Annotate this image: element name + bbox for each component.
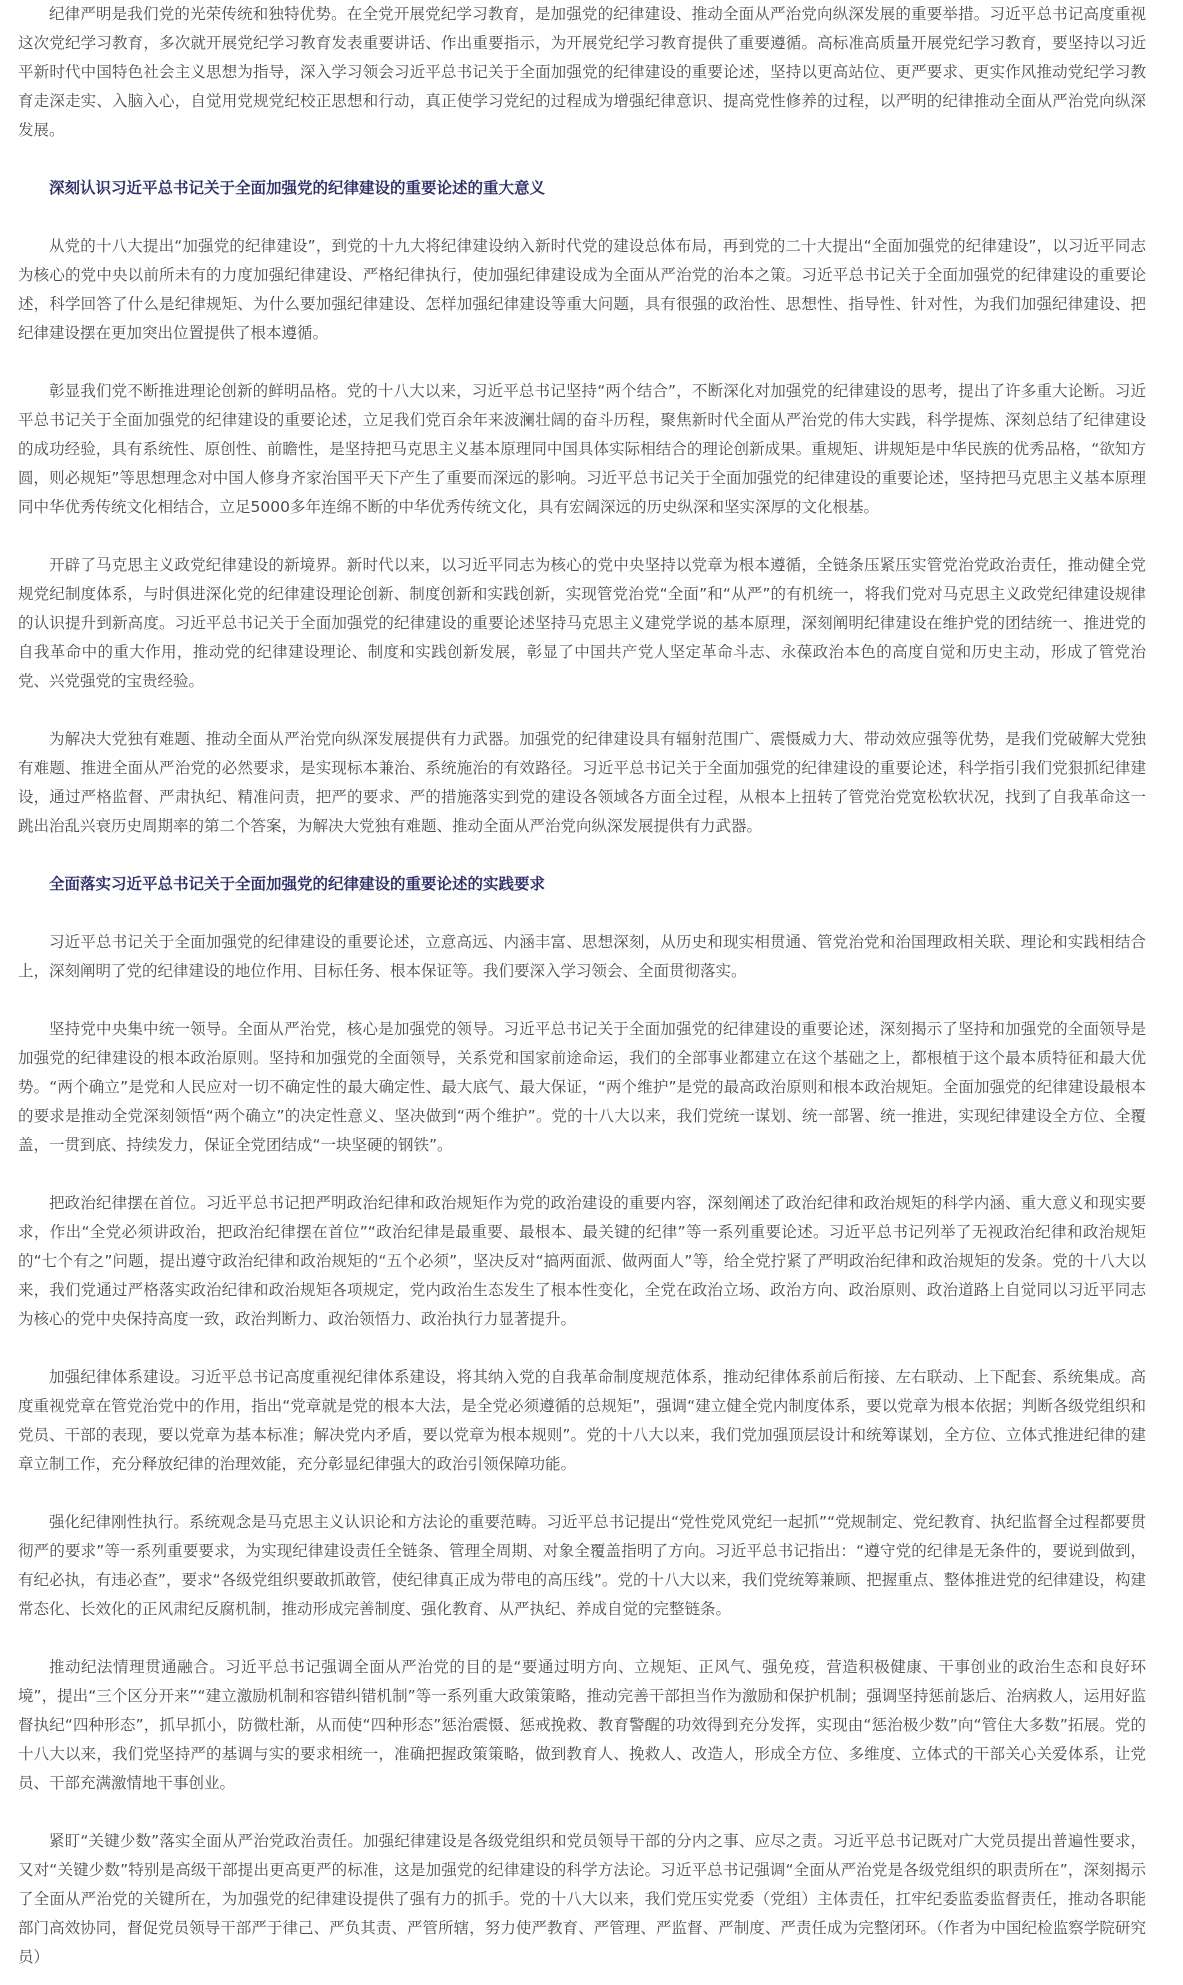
section2-paragraph-3: 把政治纪律摆在首位。习近平总书记把严明政治纪律和政治规矩作为党的政治建设的重要内容，深刻阐述了政治纪律和政治规矩的科学内涵、重大意义和现实要求，作出“全党必须讲政治，把政治纪律摆在首位”“政治纪律是最重要、最根本、最关键的纪律”等一系列重要论述。习近平总书记列举了无视政治纪律和政治规矩的“七个有之”问题，提出遵守政治纪律和政治规矩的“五个必须”，坚决反对“搞两面派、做两面人”等，给全党拧紧了严明政治纪律和政治规矩的发条。党的十八大以来，我们党通过严格落实政治纪律和政治规矩各项规定，党内政治生态发生了根本性变化，全党在政治立场、政治方向、政治原则、政治道路上自觉同以习近平同志为核心的党中央保持高度一致，政治判断力、政治领悟力、政治执行力显著提升。	[18, 1194, 1146, 1328]
section2-paragraph-4: 加强纪律体系建设。习近平总书记高度重视纪律体系建设，将其纳入党的自我革命制度规范体系，推动纪律体系前后衔接、左右联动、上下配套、系统集成。高度重视党章在管党治党中的作用，指出“党章就是党的根本大法，是全党必须遵循的总规矩”，强调“建立健全党内制度体系，要以党章为根本依据；判断各级党组织和党员、干部的表现，要以党章为基本标准；解决党内矛盾，要以党章为根本规则”。党的十八大以来，我们党加强顶层设计和统筹谋划，全方位、立体式推进纪律的建章立制工作，充分释放纪律的治理效能，充分彰显纪律强大的政治引领保障功能。	[18, 1368, 1146, 1473]
section2-paragraph-5: 强化纪律刚性执行。系统观念是马克思主义认识论和方法论的重要范畴。习近平总书记提出“党性党风党纪一起抓”“党规制定、党纪教育、执纪监督全过程都要贯彻严的要求”等一系列重要要求，为实现纪律建设责任全链条、管理全周期、对象全覆盖指明了方向。习近平总书记指出：“遵守党的纪律是无条件的，要说到做到，有纪必执，有违必查”，要求“各级党组织要敢抓敢管，使纪律真正成为带电的高压线”。党的十八大以来，我们党统筹兼顾、把握重点、整体推进党的纪律建设，构建常态化、长效化的正风肃纪反腐机制，推动形成完善制度、强化教育、从严执纪、养成自觉的完整链条。	[18, 1513, 1146, 1618]
section1-paragraph-3: 开辟了马克思主义政党纪律建设的新境界。新时代以来，以习近平同志为核心的党中央坚持以党章为根本遵循，全链条压紧压实管党治党政治责任，推动健全党规党纪制度体系，与时俱进深化党的纪律建设理论创新、制度创新和实践创新，实现管党治党“全面”和“从严”的有机统一，将我们党对马克思主义政党纪律建设规律的认识提升到新高度。习近平总书记关于全面加强党的纪律建设的重要论述坚持马克思主义建党学说的基本原理，深刻阐明纪律建设在维护党的团结统一、推进党的自我革命中的重大作用，推动党的纪律建设理论、制度和实践创新发展，彰显了中国共产党人坚定革命斗志、永葆政治本色的高度自觉和历史主动，形成了管党治党、兴党强党的宝贵经验。	[18, 556, 1146, 690]
section-heading-significance: 深刻认识习近平总书记关于全面加强党的纪律建设的重要论述的重大意义	[49, 179, 546, 197]
section1-paragraph-1: 从党的十八大提出“加强党的纪律建设”，到党的十九大将纪律建设纳入新时代党的建设总体布局，再到党的二十大提出“全面加强党的纪律建设”，以习近平同志为核心的党中央以前所未有的力度加强纪律建设、严格纪律执行，使加强纪律建设成为全面从严治党的治本之策。习近平总书记关于全面加强党的纪律建设的重要论述，科学回答了什么是纪律规矩、为什么要加强纪律建设、怎样加强纪律建设等重大问题，具有很强的政治性、思想性、指导性、针对性，为我们加强纪律建设、把纪律建设摆在更加突出位置提供了根本遵循。	[18, 237, 1146, 342]
section1-paragraph-4: 为解决大党独有难题、推动全面从严治党向纵深发展提供有力武器。加强党的纪律建设具有辐射范围广、震慑威力大、带动效应强等优势，是我们党破解大党独有难题、推进全面从严治党的必然要求，是实现标本兼治、系统施治的有效路径。习近平总书记关于全面加强党的纪律建设的重要论述，科学指引我们党狠抓纪律建设，通过严格监督、严肃执纪、精准问责，把严的要求、严的措施落实到党的建设各领域各方面全过程，从根本上扭转了管党治党宽松软状况，找到了自我革命这一跳出治乱兴衰历史周期率的第二个答案，为解决大党独有难题、推动全面从严治党向纵深发展提供有力武器。	[18, 730, 1146, 835]
intro-paragraph: 纪律严明是我们党的光荣传统和独特优势。在全党开展党纪学习教育，是加强党的纪律建设、推动全面从严治党向纵深发展的重要举措。习近平总书记高度重视这次党纪学习教育，多次就开展党纪学习教育发表重要讲话、作出重要指示，为开展党纪学习教育提供了重要遵循。高标准高质量开展党纪学习教育，要坚持以习近平新时代中国特色社会主义思想为指导，深入学习领会习近平总书记关于全面加强党的纪律建设的重要论述，坚持以更高站位、更严要求、更实作风推动党纪学习教育走深走实、入脑入心，自觉用党规党纪校正思想和行动，真正使学习党纪的过程成为增强纪律意识、提高党性修养的过程，以严明的纪律推动全面从严治党向纵深发展。	[18, 5, 1146, 139]
section-heading-practice: 全面落实习近平总书记关于全面加强党的纪律建设的重要论述的实践要求	[49, 875, 546, 893]
section2-paragraph-2: 坚持党中央集中统一领导。全面从严治党，核心是加强党的领导。习近平总书记关于全面加强党的纪律建设的重要论述，深刻揭示了坚持和加强党的全面领导是加强党的纪律建设的根本政治原则。坚持和加强党的全面领导，关系党和国家前途命运，我们的全部事业都建立在这个基础之上，都根植于这个最本质特征和最大优势。“两个确立”是党和人民应对一切不确定性的最大确定性、最大底气、最大保证，“两个维护”是党的最高政治原则和根本政治规矩。全面加强党的纪律建设最根本的要求是推动全党深刻领悟“两个确立”的决定性意义、坚决做到“两个维护”。党的十八大以来，我们党统一谋划、统一部署、统一推进，实现纪律建设全方位、全覆盖，一贯到底、持续发力，保证全党团结成“一块坚硬的钢铁”。	[18, 1020, 1146, 1154]
section2-paragraph-6: 推动纪法情理贯通融合。习近平总书记强调全面从严治党的目的是“要通过明方向、立规矩、正风气、强免疫，营造积极健康、干事创业的政治生态和良好环境”，提出“三个区分开来”“建立激励机制和容错纠错机制”等一系列重大政策策略，推动完善干部担当作为激励和保护机制；强调坚持惩前毖后、治病救人，运用好监督执纪“四种形态”，抓早抓小，防微杜渐，从而使“四种形态”惩治震慑、惩戒挽救、教育警醒的功效得到充分发挥，实现由“惩治极少数”向“管住大多数”拓展。党的十八大以来，我们党坚持严的基调与实的要求相统一，准确把握政策策略，做到教育人、挽救人、改造人，形成全方位、多维度、立体式的干部关心关爱体系，让党员、干部充满激情地干事创业。	[18, 1658, 1146, 1792]
section1-paragraph-2: 彰显我们党不断推进理论创新的鲜明品格。党的十八大以来，习近平总书记坚持“两个结合”，不断深化对加强党的纪律建设的思考，提出了许多重大论断。习近平总书记关于全面加强党的纪律建设的重要论述，立足我们党百余年来波澜壮阔的奋斗历程，聚焦新时代全面从严治党的伟大实践，科学提炼、深刻总结了纪律建设的成功经验，具有系统性、原创性、前瞻性，是坚持把马克思主义基本原理同中国具体实际相结合的理论创新成果。重规矩、讲规矩是中华民族的优秀品格，“欲知方圆，则必规矩”等思想理念对中国人修身齐家治国平天下产生了重要而深远的影响。习近平总书记关于全面加强党的纪律建设的重要论述，坚持把马克思主义基本原理同中华优秀传统文化相结合，立足5000多年连绵不断的中华优秀传统文化，具有宏阔深远的历史纵深和坚实深厚的文化根基。	[18, 382, 1146, 516]
section2-paragraph-1: 习近平总书记关于全面加强党的纪律建设的重要论述，立意高远、内涵丰富、思想深刻，从历史和现实相贯通、管党治党和治国理政相关联、理论和实践相结合上，深刻阐明了党的纪律建设的地位作用、目标任务、根本保证等。我们要深入学习领会、全面贯彻落实。	[18, 933, 1146, 980]
section2-paragraph-7: 紧盯“关键少数”落实全面从严治党政治责任。加强纪律建设是各级党组织和党员领导干部的分内之事、应尽之责。习近平总书记既对广大党员提出普遍性要求，又对“关键少数”特别是高级干部提出更高更严的标准，这是加强党的纪律建设的科学方法论。习近平总书记强调“全面从严治党是各级党组织的职责所在”，深刻揭示了全面从严治党的关键所在，为加强党的纪律建设提供了强有力的抓手。党的十八大以来，我们党压实党委（党组）主体责任，扛牢纪委监委监督责任，推动各职能部门高效协同，督促党员领导干部严于律己、严负其责、严管所辖，努力使严教育、严管理、严监督、严制度、严责任成为完整闭环。（作者为中国纪检监察学院研究员）	[18, 1832, 1146, 1966]
